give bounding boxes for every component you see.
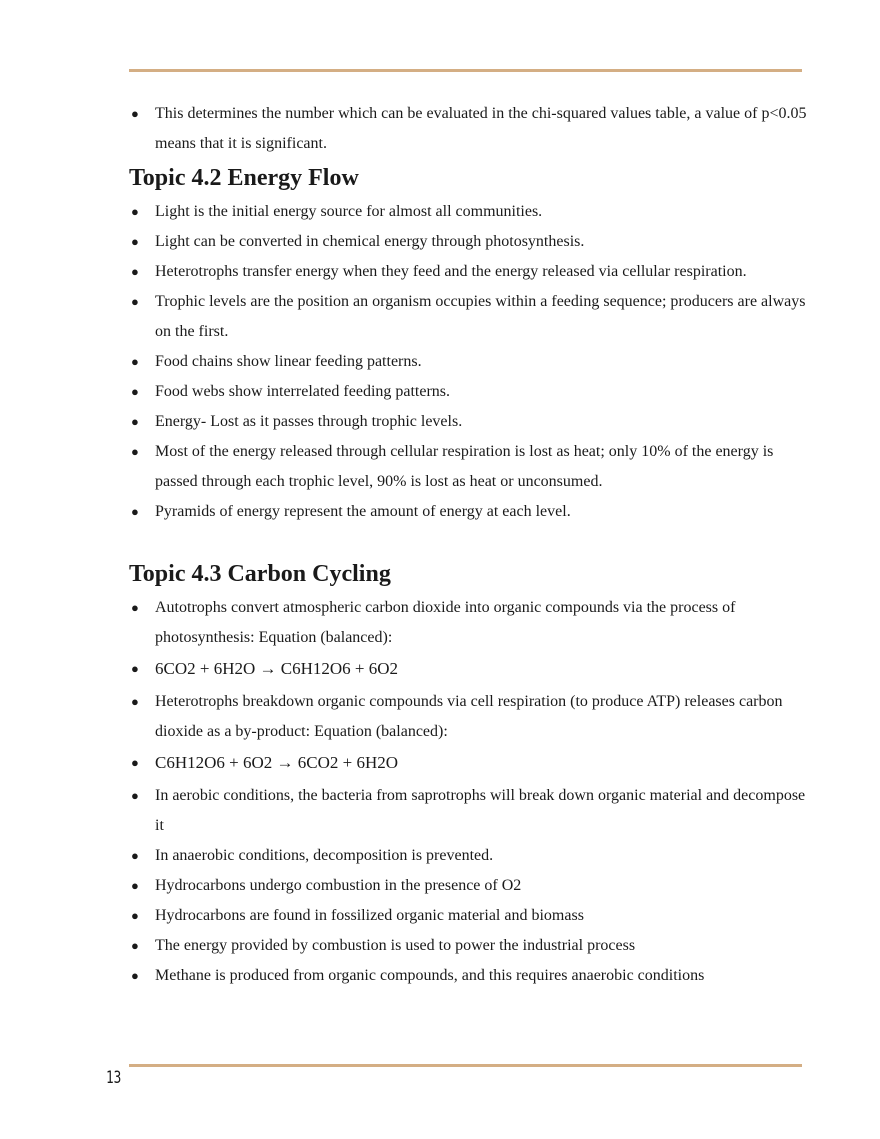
list-item: ● Light is the initial energy source for almost all communities.	[129, 197, 809, 227]
list-item: ● Food chains show linear feeding patterns.	[129, 347, 809, 377]
bullet-icon: ●	[131, 106, 139, 121]
list-item: ● The energy provided by combustion is used to power the industrial process	[129, 931, 809, 961]
energy-flow-list	[129, 197, 809, 527]
bullet-icon: ●	[131, 264, 139, 279]
list-item: ● Most of the energy released through cellular respiration is lost as heat; only 10% of the energy is passed through each trophic level, 90% is lost as heat or unconsumed.	[129, 437, 809, 497]
section-heading-carbon-cycling: Topic 4.3 Carbon Cycling	[129, 561, 391, 587]
bullet-icon: ●	[131, 848, 139, 863]
list-item: ● Autotrophs convert atmospheric carbon dioxide into organic compounds via the process of photosynthesis: Equation (balanced):	[129, 593, 809, 653]
bullet-icon: ●	[131, 504, 139, 519]
bullet-icon: ●	[131, 755, 139, 770]
bullet-icon: ●	[131, 968, 139, 983]
carbon-cycling-list	[129, 593, 809, 991]
list-item: ● Energy- Lost as it passes through trophic levels.	[129, 407, 809, 437]
list-item: ● Hydrocarbons undergo combustion in the presence of O2	[129, 871, 809, 901]
bullet-icon: ●	[131, 204, 139, 219]
list-item: ● In aerobic conditions, the bacteria from saprotrophs will break down organic material and decompose it	[129, 781, 809, 841]
bullet-icon: ●	[131, 414, 139, 429]
list-item: ● Methane is produced from organic compounds, and this requires anaerobic conditions	[129, 961, 809, 991]
bullet-icon: ●	[131, 294, 139, 309]
bullet-icon: ●	[131, 444, 139, 459]
header-rule	[129, 69, 802, 72]
list-item: ● Light can be converted in chemical energy through photosynthesis.	[129, 227, 809, 257]
bullet-icon: ●	[131, 878, 139, 893]
page-content	[129, 99, 809, 991]
bullet-icon: ●	[131, 788, 139, 803]
intro-list	[129, 99, 809, 159]
bullet-icon: ●	[131, 694, 139, 709]
footer-rule	[129, 1064, 802, 1067]
list-item: ● In anaerobic conditions, decomposition is prevented.	[129, 841, 809, 871]
page-number: 13	[106, 1068, 122, 1088]
list-item: ● Trophic levels are the position an organism occupies within a feeding sequence; producers are always on the first.	[129, 287, 809, 347]
list-item: ● Food webs show interrelated feeding patterns.	[129, 377, 809, 407]
list-item: ● Pyramids of energy represent the amount of energy at each level.	[129, 497, 809, 527]
list-item: ● Heterotrophs transfer energy when they feed and the energy released via cellular respiration.	[129, 257, 809, 287]
bullet-icon: ●	[131, 234, 139, 249]
bullet-icon: ●	[131, 384, 139, 399]
bullet-icon: ●	[131, 354, 139, 369]
list-item: ● This determines the number which can be evaluated in the chi-squared values table, a value of p<0.05 means that it is significant.	[129, 99, 809, 159]
list-item: ● Hydrocarbons are found in fossilized organic material and biomass	[129, 901, 809, 931]
bullet-icon: ●	[131, 908, 139, 923]
bullet-icon: ●	[131, 600, 139, 615]
equation-item: ● C6H12O6 + 6O2 → 6CO2 + 6H2O	[129, 748, 809, 778]
equation-item: ● 6CO2 + 6H2O → C6H12O6 + 6O2	[129, 654, 809, 684]
bullet-icon: ●	[131, 661, 139, 676]
bullet-icon: ●	[131, 938, 139, 953]
section-heading-energy-flow: Topic 4.2 Energy Flow	[129, 165, 359, 191]
list-item: ● Heterotrophs breakdown organic compounds via cell respiration (to produce ATP) releases carbon dioxide as a by-product: Equation (balanced):	[129, 687, 809, 747]
